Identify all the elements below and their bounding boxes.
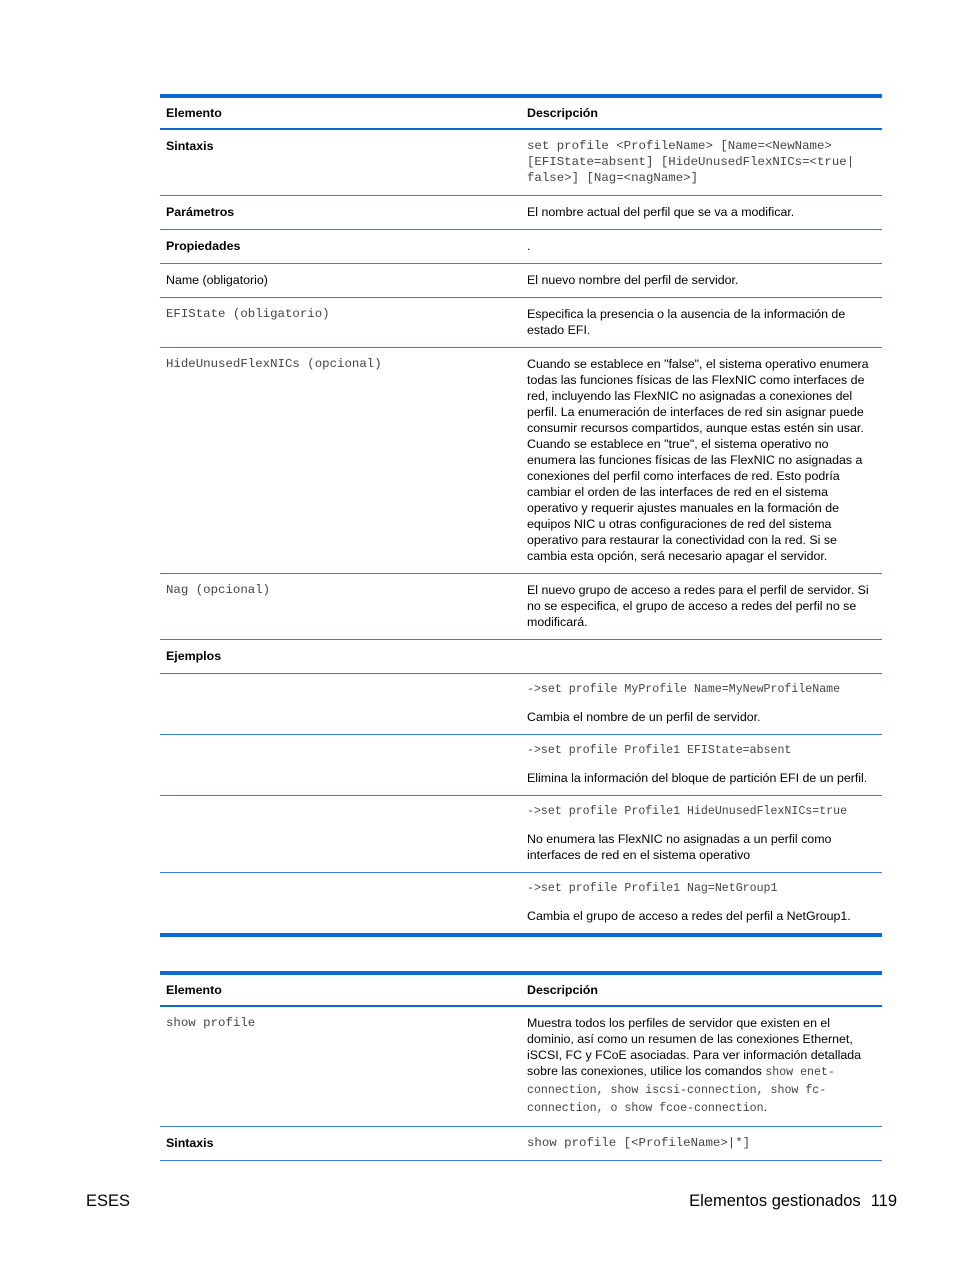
row-label: EFIState (obligatorio) xyxy=(160,298,521,348)
example-cell xyxy=(521,674,882,735)
row-desc: El nombre actual del perfil que se va a modificar. xyxy=(521,196,882,230)
row-desc xyxy=(521,640,882,674)
table-row xyxy=(160,196,882,230)
example-desc: Elimina la información del bloque de partición EFI de un perfil. xyxy=(527,771,868,785)
example-cell xyxy=(521,735,882,796)
row-label: Nag (opcional) xyxy=(160,574,521,640)
set-profile-table xyxy=(160,94,882,937)
header-elemento: Elemento xyxy=(160,96,521,129)
row-label: HideUnusedFlexNICs (opcional) xyxy=(160,348,521,574)
page-number: 119 xyxy=(870,1192,897,1210)
row-label: Sintaxis xyxy=(160,1127,521,1161)
header-descripcion: Descripción xyxy=(521,973,882,1006)
example-row xyxy=(160,674,882,735)
example-row xyxy=(160,873,882,936)
example-desc: Cambia el nombre de un perfil de servidor. xyxy=(527,710,761,724)
footer-section xyxy=(689,1190,897,1212)
table-row xyxy=(160,264,882,298)
example-code: ->set profile Profile1 EFIState=absent xyxy=(527,744,792,757)
table-row xyxy=(160,348,882,574)
header-elemento: Elemento xyxy=(160,973,521,1006)
example-code: ->set profile Profile1 Nag=NetGroup1 xyxy=(527,882,778,895)
example-code: ->set profile Profile1 HideUnusedFlexNICs=true xyxy=(527,805,848,818)
table-row xyxy=(160,574,882,640)
row-label: Propiedades xyxy=(160,230,521,264)
row-label: Ejemplos xyxy=(160,640,521,674)
row-desc: Cuando se establece en "false", el sistema operativo enumera todas las funciones físicas de las FlexNIC como interfaces de red, incluyendo las FlexNIC no asignadas a conexiones del perfil. La enumeración de interfaces de red sin asignar puede consumir recursos compartidos, aunque estas estén sin usar. Cuando se establece en "true", el sistema operativo no enumera las funciones físicas de las FlexNIC no asignadas a conexiones del perfil como interfaces de red. Esto podría cambiar el orden de las interfaces de red en el sistema operativo y requerir ajustes manuales en la formación de equipos NIC u otras configuraciones de red del sistema operativo para restaurar la conectividad con la red. Si se cambia esta opción, será necesario apagar el servidor. xyxy=(521,348,882,574)
table-row xyxy=(160,1006,882,1127)
example-code: ->set profile MyProfile Name=MyNewProfileName xyxy=(527,683,841,696)
example-desc: No enumera las FlexNIC no asignadas a un perfil como interfaces de red en el sistema operativo xyxy=(527,832,832,862)
row-desc: . xyxy=(521,230,882,264)
row-desc: El nuevo grupo de acceso a redes para el perfil de servidor. Si no se especifica, el grupo de acceso a redes del perfil no se modificará. xyxy=(521,574,882,640)
footer-section-title: Elementos gestionados xyxy=(689,1192,861,1210)
example-cell xyxy=(521,873,882,936)
row-label: Parámetros xyxy=(160,196,521,230)
example-row xyxy=(160,735,882,796)
table-row xyxy=(160,129,882,196)
row-desc: Muestra todos los perfiles de servidor que existen en el dominio, así como un resumen de las conexiones Ethernet, iSCSI, FC y FCoE asociadas. Para ver información detallada sobre las conexiones, utilice los comandos show enet-connection, show iscsi-connection, show fc-connection, o show fcoe-connection. xyxy=(521,1006,882,1127)
table-row xyxy=(160,1127,882,1161)
example-desc: Cambia el grupo de acceso a redes del perfil a NetGroup1. xyxy=(527,909,851,923)
example-row xyxy=(160,796,882,873)
table-row xyxy=(160,230,882,264)
header-descripcion: Descripción xyxy=(521,96,882,129)
footer-language: ESES xyxy=(86,1192,131,1210)
row-desc: El nuevo nombre del perfil de servidor. xyxy=(521,264,882,298)
table-header xyxy=(160,96,882,129)
row-desc: Especifica la presencia o la ausencia de la información de estado EFI. xyxy=(521,298,882,348)
table-header xyxy=(160,973,882,1006)
row-label: show profile xyxy=(160,1006,521,1127)
table-row xyxy=(160,298,882,348)
example-cell xyxy=(521,796,882,873)
row-label: Name (obligatorio) xyxy=(160,264,521,298)
show-profile-table xyxy=(160,971,882,1161)
syntax-code: set profile <ProfileName> [Name=<NewName> [EFIState=absent] [HideUnusedFlexNICs=<true| false>] [Nag=<nagName>] xyxy=(521,129,882,196)
syntax-code: show profile [<ProfileName>|*] xyxy=(521,1127,882,1161)
row-label: Sintaxis xyxy=(160,129,521,196)
table-row xyxy=(160,640,882,674)
